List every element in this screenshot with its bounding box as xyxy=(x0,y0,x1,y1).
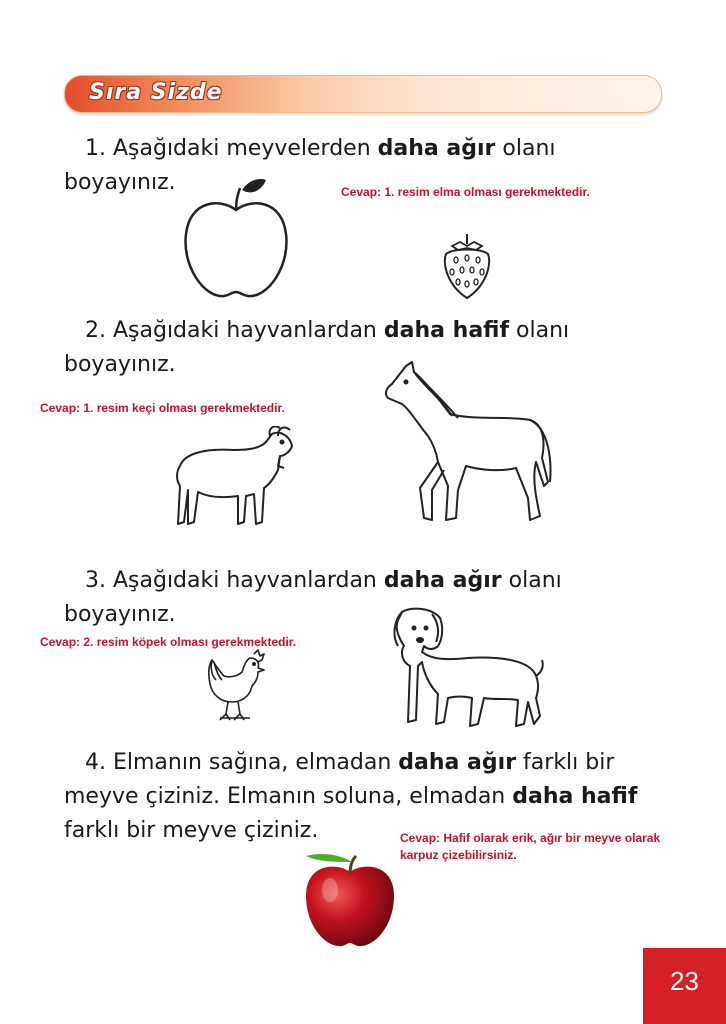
question-4-line2: meyve çiziniz. Elmanın soluna, elmadan daha hafif xyxy=(64,784,638,809)
strawberry-outline-icon xyxy=(438,230,496,302)
goat-outline-icon xyxy=(174,426,298,528)
question-4-line3: farklı bir meyve çiziniz. xyxy=(64,818,319,843)
rooster-outline-icon xyxy=(206,648,266,724)
apple-outline-icon xyxy=(180,176,292,302)
question-2-line1: 2. Aşağıdaki hayvanlardan daha hafif olanı xyxy=(84,318,570,343)
question-3-line2: boyayınız. xyxy=(64,602,176,627)
question-3-line1: 3. Aşağıdaki hayvanlardan daha ağır olanı xyxy=(84,568,562,593)
question-1-line1: 1. Aşağıdaki meyvelerden daha ağır olanı xyxy=(84,136,556,161)
red-apple-photo xyxy=(300,850,400,952)
answer-1: Cevap: 1. resim elma olması gerekmektedir. xyxy=(341,185,590,199)
question-3 xyxy=(64,564,664,632)
question-2 xyxy=(64,314,664,382)
horse-outline-icon xyxy=(380,358,556,530)
section-title: Sıra Sizde xyxy=(89,80,223,105)
page-number-box xyxy=(643,948,726,1024)
answer-4: Cevap: Hafif olarak erik, ağır bir meyve olarak karpuz çizebilirsiniz. xyxy=(400,831,661,862)
answer-2: Cevap: 1. resim keçi olması gerekmektedir. xyxy=(40,401,285,415)
question-4-line1: 4. Elmanın sağına, elmadan daha ağır farklı bir xyxy=(84,750,615,775)
question-2-line2: boyayınız. xyxy=(64,352,176,377)
section-banner xyxy=(64,75,662,113)
question-1-line2: boyayınız. xyxy=(64,170,176,195)
dog-outline-icon xyxy=(388,606,546,730)
page-number: 23 xyxy=(670,966,699,996)
answer-3: Cevap: 2. resim köpek olması gerekmektedir. xyxy=(40,635,297,649)
